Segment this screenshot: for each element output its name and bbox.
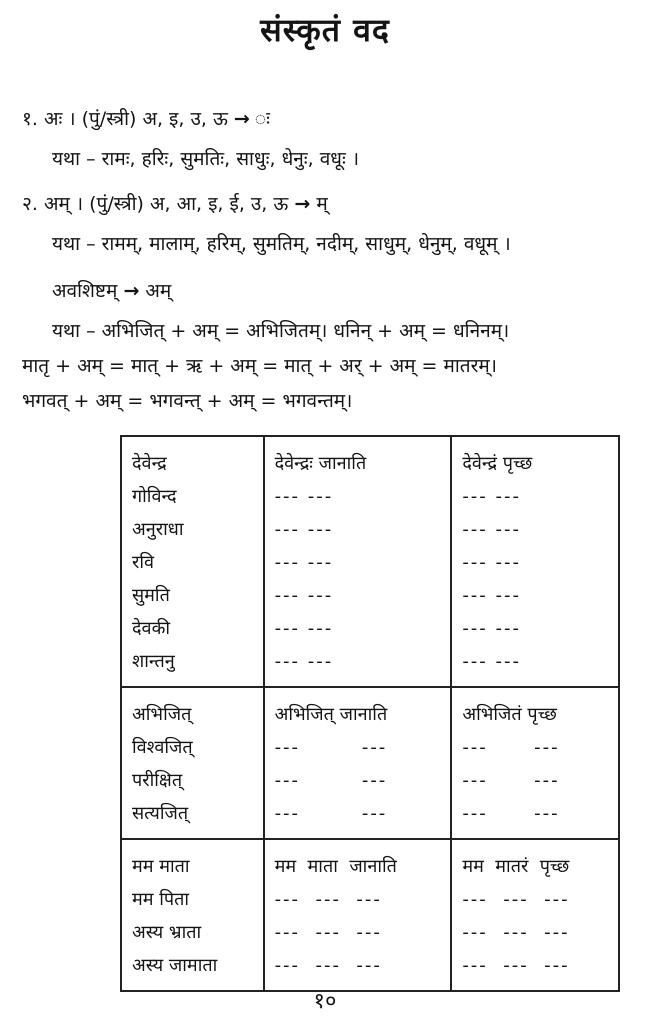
rule-2-number: २. — [22, 193, 38, 215]
blank-entry: --- --- — [274, 770, 388, 791]
names-cell — [121, 436, 264, 687]
nominative-cell — [264, 839, 452, 991]
names-cell — [121, 839, 264, 991]
blank-entry: --- --- --- — [462, 922, 570, 943]
blank-entry: --- --- — [274, 618, 334, 639]
rule-1-example: यथा – रामः, हरिः, सुमतिः, साधुः, धेनुः, वधूः । — [52, 148, 360, 170]
blank-entry: --- --- — [462, 585, 522, 606]
blank-entry: --- --- --- — [274, 889, 382, 910]
sentence-entry: मम मातरं पृच्छ — [462, 856, 570, 877]
nominative-cell — [264, 687, 452, 839]
rule-2-text: अम् । (पुं/स्त्री) अ, आ, इ, ई, उ, ऊ — [43, 193, 289, 215]
page-number: १० — [313, 989, 337, 1014]
nominative-cell — [264, 436, 452, 687]
sentence-entry: देवेन्द्रः जानाति — [274, 453, 367, 474]
blank-entry: --- --- — [274, 737, 388, 758]
rule-2-example: यथा – रामम्, मालाम्, हरिम्, सुमतिम्, नदीम्, साधुम्, धेनुम्, वधूम् । — [52, 233, 511, 255]
blank-entry: --- --- — [274, 486, 334, 507]
arrow-icon: → — [123, 280, 140, 302]
name-entry: मम माता — [132, 856, 190, 877]
remainder-example-1: यथा – अभिजित् + अम् = अभिजितम्। धनिन् + अम् = धनिनम्। — [52, 320, 510, 342]
sentence-entry: मम माता जानाति — [274, 856, 397, 877]
remainder-example-2: मातृ + अम् = मात् + ऋ + अम् = मात् + अर् + अम् = मातरम्। — [22, 355, 497, 377]
blank-entry: --- --- — [462, 770, 560, 791]
name-entry: अनुराधा — [132, 519, 184, 540]
sentence-entry: अभिजित् जानाति — [274, 704, 388, 725]
remainder-rule — [52, 277, 171, 303]
blank-entry: --- --- — [462, 737, 560, 758]
blank-entry: --- --- — [462, 618, 522, 639]
blank-entry: --- --- — [274, 585, 334, 606]
arrow-icon: → — [294, 193, 311, 215]
name-entry: गोविन्द — [132, 486, 177, 507]
rule-2 — [22, 190, 328, 216]
blank-entry: --- --- — [462, 519, 522, 540]
blank-entry: --- --- — [462, 552, 522, 573]
name-entry: विश्वजित् — [132, 737, 193, 758]
sentence-entry: अभिजितं पृच्छ — [462, 704, 557, 725]
accusative-cell — [451, 839, 619, 991]
blank-entry: --- --- --- — [462, 889, 570, 910]
name-entry: सत्यजित् — [132, 803, 189, 824]
rule-1-text: अः । (पुं/स्त्री) अ, इ, उ, ऊ — [43, 108, 228, 130]
remainder-heading: अवशिष्टम् — [52, 280, 118, 302]
blank-entry: --- --- — [274, 519, 334, 540]
name-entry: रवि — [132, 552, 155, 573]
blank-entry: --- --- — [462, 803, 560, 824]
blank-entry: --- --- — [274, 651, 334, 672]
names-cell — [121, 687, 264, 839]
accusative-cell — [451, 436, 619, 687]
remainder-result: अम् — [145, 280, 172, 302]
blank-entry: --- --- --- — [274, 955, 382, 976]
rule-1-number: १. — [22, 108, 38, 130]
name-entry: अस्य जामाता — [132, 955, 218, 976]
name-entry: मम पिता — [132, 889, 190, 910]
name-entry: देवेन्द्र — [132, 453, 167, 474]
name-entry: सुमति — [132, 585, 170, 606]
sentence-entry: देवेन्द्रं पृच्छ — [462, 453, 533, 474]
name-entry: परीक्षित् — [132, 770, 183, 791]
page-title: संस्कृतं वद — [260, 11, 390, 49]
name-entry: अभिजित् — [132, 704, 192, 725]
accusative-cell — [451, 687, 619, 839]
blank-entry: --- --- — [462, 486, 522, 507]
blank-entry: --- --- --- — [462, 955, 570, 976]
name-entry: अस्य भ्राता — [132, 922, 202, 943]
blank-entry: --- --- — [462, 651, 522, 672]
blank-entry: --- --- — [274, 803, 388, 824]
table-group — [121, 839, 619, 991]
table-group — [121, 687, 619, 839]
name-entry: देवकी — [132, 618, 171, 639]
table-group — [121, 436, 619, 687]
worksheet-table — [120, 435, 620, 992]
rule-1 — [22, 105, 270, 131]
blank-entry: --- --- — [274, 552, 334, 573]
rule-2-result: म् — [316, 193, 328, 215]
arrow-icon: → — [233, 108, 250, 130]
name-entry: शान्तनु — [132, 651, 175, 672]
blank-entry: --- --- --- — [274, 922, 382, 943]
remainder-example-3: भगवत् + अम् = भगवन्त् + अम् = भगवन्तम्। — [22, 390, 353, 412]
